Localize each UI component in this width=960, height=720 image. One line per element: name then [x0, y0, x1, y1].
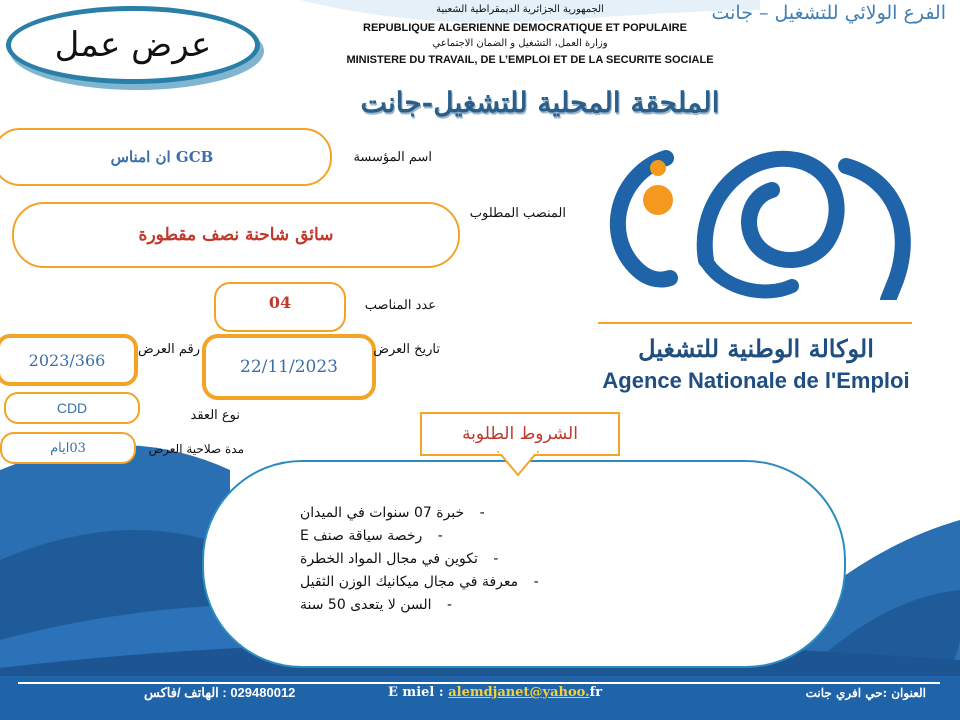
offer-number-value: 2023/366 — [28, 350, 106, 370]
position-label: المنصب المطلوب — [469, 206, 566, 221]
offer-date-label: تاريخ العرض — [373, 342, 440, 357]
ministry-arabic: وزارة العمل، التشغيل و الضمان الاجتماعي — [432, 38, 608, 49]
anem-logo-icon — [596, 140, 914, 300]
positions-count-field — [214, 282, 346, 332]
company-field — [0, 128, 332, 186]
requirements-title: الشروط الطلوبة — [420, 412, 620, 456]
footer-phone: 029480012 : الهاتف /فاكس — [144, 685, 296, 700]
agency-arabic-name: الوكالة الوطنية للتشغيل — [638, 334, 874, 363]
position-value: سائق شاحنة نصف مقطورة — [138, 225, 334, 245]
company-value: GCB ان امناس — [110, 148, 214, 166]
email-label: E miel : — [388, 685, 444, 700]
job-offer-badge: عرض عمل — [6, 6, 260, 84]
ministry-french: MINISTERE DU TRAVAIL, DE L’EMPLOI ET DE LA SECURITE SOCIALE — [346, 54, 714, 66]
page-title: الملحقة المحلية للتشغيل-جانت — [360, 86, 720, 119]
logo-divider — [598, 322, 912, 324]
validity-value: 03ايام — [50, 440, 86, 456]
requirement-item: - السن لا يتعدى 50 سنة — [300, 597, 453, 613]
email-suffix: fr — [589, 685, 603, 700]
republic-arabic: الجمهورية الجزائرية الديمقراطية الشعبية — [436, 4, 604, 15]
offer-number-label: رقم العرض — [137, 342, 200, 357]
republic-french: REPUBLIQUE ALGERIENNE DEMOCRATIQUE ET POPULAIRE — [363, 22, 687, 34]
contract-type-value: CDD — [56, 400, 88, 416]
requirement-item: - خبرة 07 سنوات في الميدان — [300, 505, 485, 521]
validity-field — [0, 432, 136, 464]
offer-date-field — [202, 334, 376, 400]
positions-count-value: 04 — [268, 292, 292, 312]
requirement-item: - معرفة في مجال ميكانيك الوزن الثقيل — [300, 574, 539, 590]
footer-address: العنوان :حي افري جانت — [805, 686, 926, 700]
company-label: اسم المؤسسة — [353, 150, 432, 165]
offer-number-field — [0, 334, 138, 386]
requirement-item: - رخصة سياقة صنف E — [300, 528, 443, 544]
requirement-item: - تكوين في مجال المواد الخطرة — [300, 551, 499, 567]
positions-count-label: عدد المناصب — [364, 298, 436, 313]
callout-pointer — [496, 451, 540, 477]
footer-email — [388, 685, 648, 700]
requirements-list — [300, 502, 680, 617]
validity-label: مدة صلاحية العرض — [148, 442, 244, 456]
contract-type-field — [4, 392, 140, 424]
offer-date-value: 22/11/2023 — [240, 357, 338, 377]
position-field — [12, 202, 460, 268]
email-link[interactable]: alemdjanet@yahoo. — [448, 685, 590, 700]
contract-type-label: نوع العقد — [190, 408, 240, 423]
branch-title: الفرع الولائي للتشغيل – جانت — [711, 2, 946, 24]
agency-french-name: Agence Nationale de l'Emploi — [602, 368, 910, 393]
